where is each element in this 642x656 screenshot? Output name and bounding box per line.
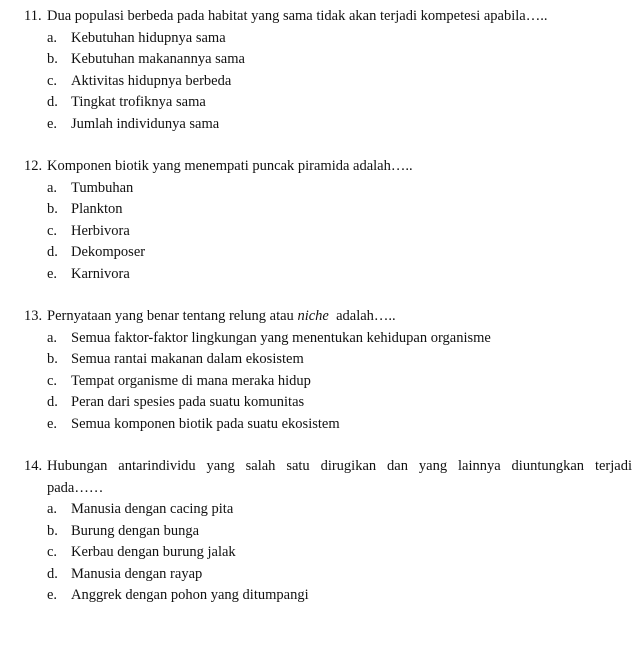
option-list [0,28,642,136]
question-text-line-1: Hubungan antarindividu yang salah satu dirugikan dan yang lainnya diuntungkan terjadi [47,458,632,474]
question-number: 11. [24,8,42,24]
question-text-start: Pernyataan yang benar tentang relung atau [47,308,298,324]
option-e [0,114,642,136]
question-text-italic-term: niche [297,308,329,324]
question-11 [0,6,642,135]
option-d [0,242,642,264]
option-text: Semua rantai makanan dalam ekosistem [71,351,304,367]
option-a [0,499,642,521]
option-letter: d. [47,94,58,110]
question-text [47,456,632,499]
option-c [0,71,642,93]
option-a [0,28,642,50]
option-letter: a. [47,179,58,196]
option-b [0,521,642,543]
question-text: Komponen biotik yang menempati puncak piramida adalah….. [47,158,413,174]
question-stem [0,156,642,178]
option-text: Dekomposer [71,244,146,260]
question-stem [0,306,642,328]
option-letter: e. [47,115,58,132]
option-d [0,392,642,414]
option-text: Kerbau dengan burung jalak [71,544,236,560]
option-d [0,564,642,586]
option-b [0,349,642,371]
option-letter: a. [47,329,58,346]
question-number: 12. [24,158,43,174]
option-list [0,178,642,286]
question-12 [0,156,642,285]
option-text: Herbivora [71,222,130,239]
option-letter: b. [47,201,58,217]
question-stem [0,456,642,499]
option-text: Aktivitas hidupnya berbeda [71,72,232,89]
option-letter: c. [47,544,58,560]
option-letter: e. [47,265,58,282]
option-e [0,585,642,607]
option-letter: d. [47,394,58,410]
option-a [0,178,642,200]
option-letter: a. [47,501,58,517]
option-letter: c. [47,72,58,89]
option-letter: e. [47,415,58,432]
option-letter: c. [47,372,58,389]
question-text-line-2: pada…… [47,479,104,496]
question-number: 13. [24,308,43,324]
option-text: Burung dengan bunga [71,522,200,539]
option-text: Semua faktor-faktor lingkungan yang menentukan kehidupan organisme [71,329,491,346]
option-b [0,49,642,71]
option-letter: b. [47,51,58,67]
option-text: Plankton [71,201,123,217]
option-text: Semua komponen biotik pada suatu ekosistem [71,415,340,432]
option-letter: b. [47,522,58,539]
option-text: Manusia dengan rayap [71,565,203,582]
option-c [0,221,642,243]
option-list [0,328,642,436]
option-text: Kebutuhan makanannya sama [71,51,245,67]
option-text: Anggrek dengan pohon yang ditumpangi [71,587,309,603]
question-text [47,306,632,328]
option-list [0,499,642,607]
option-letter: a. [47,29,58,46]
option-letter: c. [47,222,58,239]
option-letter: b. [47,351,58,367]
question-text: Dua populasi berbeda pada habitat yang sama tidak akan terjadi kompetesi apabila….. [47,8,548,24]
option-text: Kebutuhan hidupnya sama [71,29,226,46]
quiz-page [0,6,642,628]
option-text: Karnivora [71,265,130,282]
option-text: Tumbuhan [71,179,134,196]
question-text-end: adalah….. [328,308,396,324]
option-e [0,264,642,286]
option-b [0,199,642,221]
option-c [0,371,642,393]
option-d [0,92,642,114]
option-text: Tempat organisme di mana meraka hidup [71,372,311,389]
option-text: Jumlah individunya sama [71,115,220,132]
question-14 [0,456,642,607]
option-text: Peran dari spesies pada suatu komunitas [71,394,305,410]
question-stem [0,6,642,28]
option-a [0,328,642,350]
option-text: Manusia dengan cacing pita [71,501,234,517]
question-number: 14. [24,458,43,474]
option-letter: d. [47,565,58,582]
option-c [0,542,642,564]
option-text: Tingkat trofiknya sama [71,94,206,110]
option-letter: d. [47,244,58,260]
option-e [0,414,642,436]
option-letter: e. [47,587,58,603]
question-13 [0,306,642,435]
